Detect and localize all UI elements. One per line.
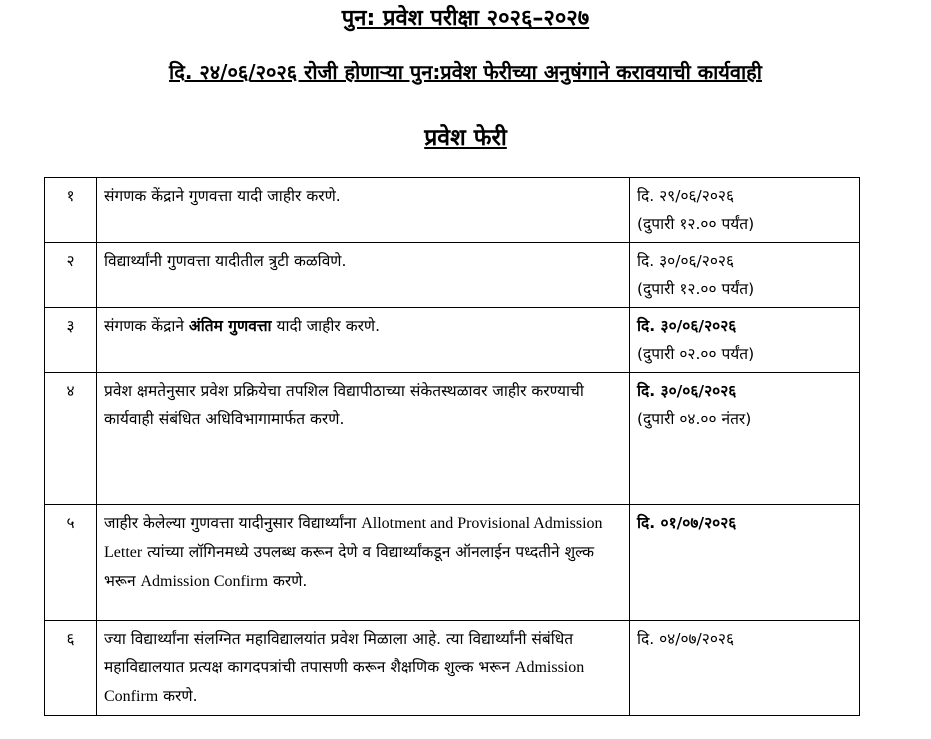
desc-english-text: Admission Confirm — [140, 573, 269, 590]
row-number: ३ — [45, 308, 97, 373]
desc-text: संगणक केंद्राने — [104, 317, 189, 335]
row-time: (दुपारी ०२.०० पर्यंत) — [637, 345, 755, 363]
row-date-cell — [630, 373, 860, 505]
row-date-cell — [630, 178, 860, 243]
subtitle: दि. २४/०६/२०२६ रोजी होणाऱ्या पुन:प्रवेश फेरीच्या अनुषंगाने करावयाची कार्यवाही — [169, 60, 762, 84]
desc-bold-text: अंतिम गुणवत्ता — [188, 317, 272, 335]
desc-text: यादी जाहीर करणे. — [271, 317, 381, 335]
row-time: (दुपारी १२.०० पर्यंत) — [637, 280, 755, 298]
schedule-table — [44, 177, 860, 716]
row-date-cell — [630, 243, 860, 308]
row-date: दि. २९/०६/२०२६ — [637, 187, 735, 205]
row-description — [97, 621, 630, 716]
row-description — [97, 505, 630, 621]
row-description: विद्यार्थ्यांनी गुणवत्ता यादीतील त्रुटी कळविणे. — [97, 243, 630, 308]
row-date: दि. ३०/०६/२०२६ — [637, 382, 737, 400]
row-description: प्रवेश क्षमतेनुसार प्रवेश प्रक्रियेचा तपशिल विद्यापीठाच्या संकेतस्थळावर जाहीर करण्याची कार्यवाही संबंधित अधिविभागामार्फत करणे. — [97, 373, 630, 505]
row-number: ६ — [45, 621, 97, 716]
row-date-cell — [630, 621, 860, 716]
table-row — [45, 243, 860, 308]
row-number: १ — [45, 178, 97, 243]
desc-text: त्यांच्या लॉगिनमध्ये उपलब्ध करून देणे व विद्यार्थ्यांकडून ऑनलाईन पध्दतीने शुल्क भरून — [104, 543, 595, 590]
row-date: दि. ३०/०६/२०२६ — [637, 252, 735, 270]
row-description: संगणक केंद्राने गुणवत्ता यादी जाहीर करणे. — [97, 178, 630, 243]
desc-english-text: Admission Confirm — [104, 659, 585, 705]
row-number: २ — [45, 243, 97, 308]
main-title: पुन: प्रवेश परीक्षा २०२६–२०२७ — [341, 6, 590, 31]
row-date: दि. ०१/०७/२०२६ — [637, 514, 737, 532]
row-time: (दुपारी १२.०० पर्यंत) — [637, 215, 755, 233]
table-row — [45, 308, 860, 373]
table-row — [45, 505, 860, 621]
desc-text: करणे. — [158, 687, 198, 705]
row-date-cell — [630, 505, 860, 621]
desc-text: करणे. — [268, 572, 308, 590]
row-date: दि. ३०/०६/२०२६ — [637, 317, 737, 335]
row-number: ४ — [45, 373, 97, 505]
section-title: प्रवेश फेरी — [424, 125, 507, 151]
row-time: (दुपारी ०४.०० नंतर) — [637, 410, 752, 428]
desc-text: जाहीर केलेल्या गुणवत्ता यादीनुसार विद्यार्थ्यांना — [104, 514, 362, 532]
desc-text: ज्या विद्यार्थ्यांना संलग्नित महाविद्यालयांत प्रवेश मिळाला आहे. त्या विद्यार्थ्यांनी संबंधित महाविद्यालयात प्रत्यक्ष कागदपत्रांची तपासणी करून शैक्षणिक शुल्क भरून — [104, 630, 574, 676]
row-description — [97, 308, 630, 373]
desc-english-text: Allotment and Provisional Admission Letter — [104, 515, 603, 561]
row-number: ५ — [45, 505, 97, 621]
row-date-cell — [630, 308, 860, 373]
table-row — [45, 373, 860, 505]
row-date: दि. ०४/०७/२०२६ — [637, 630, 735, 648]
table-row — [45, 621, 860, 716]
table-row — [45, 178, 860, 243]
